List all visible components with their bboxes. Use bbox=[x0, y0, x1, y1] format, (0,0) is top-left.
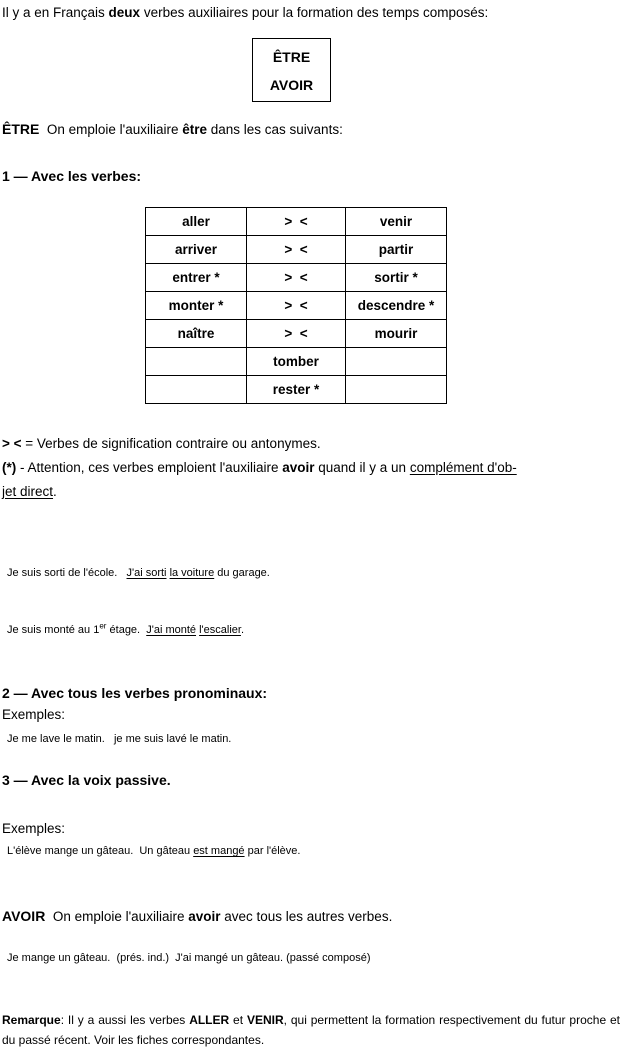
etre-keyword: ÊTRE bbox=[2, 121, 40, 137]
remark-paragraph bbox=[2, 1010, 620, 1050]
remark-text-mid: et bbox=[229, 1013, 247, 1027]
table-cell: mourir bbox=[346, 320, 447, 348]
case1-examples bbox=[7, 526, 620, 659]
avoir-rule-bold: avoir bbox=[188, 909, 221, 924]
antonym-note-symbol: > < bbox=[2, 436, 22, 451]
table-row bbox=[146, 264, 447, 292]
aux-box-avoir-label: AVOIR bbox=[269, 77, 314, 93]
notes-block bbox=[2, 432, 620, 504]
case2-heading: 2 — Avec tous les verbes pronominaux: bbox=[2, 685, 268, 701]
example-text: par l'élève. bbox=[244, 845, 301, 857]
antonym-note bbox=[2, 432, 620, 456]
antonym-symbol-cell: > < bbox=[247, 264, 346, 292]
case1-heading: 1 — Avec les verbes: bbox=[2, 168, 142, 184]
table-cell: entrer * bbox=[146, 264, 247, 292]
avoir-rule-post: avec tous les autres verbes. bbox=[220, 909, 393, 924]
avoir-rule-paragraph bbox=[2, 908, 620, 925]
table-cell bbox=[146, 376, 247, 404]
table-row bbox=[146, 320, 447, 348]
case3-heading: 3 — Avec la voix passive. bbox=[2, 772, 171, 788]
intro-bold-deux: deux bbox=[108, 5, 141, 20]
table-row bbox=[146, 236, 447, 264]
underlined-phrase: J'ai sorti bbox=[126, 567, 167, 579]
avoir-rule-pre: On emploie l'auxiliaire bbox=[45, 909, 189, 924]
underlined-phrase: complément d'ob- bbox=[409, 460, 517, 475]
case2-exemples-label: Exemples: bbox=[2, 707, 66, 722]
verbs-table bbox=[145, 207, 447, 404]
etre-rule-pre: On emploie l'auxiliaire bbox=[39, 122, 183, 137]
antonym-note-text: = Verbes de signification contraire ou antonymes. bbox=[21, 436, 321, 451]
underlined-phrase: la voiture bbox=[169, 567, 215, 579]
example-text: étage. bbox=[106, 624, 147, 636]
table-row bbox=[146, 376, 447, 404]
table-cell bbox=[346, 348, 447, 376]
table-cell: tomber bbox=[247, 348, 346, 376]
table-cell: sortir * bbox=[346, 264, 447, 292]
avoir-example: Je mange un gâteau. (prés. ind.) J'ai mangé un gâteau. (passé composé) bbox=[7, 952, 371, 964]
etre-rule-paragraph bbox=[2, 121, 620, 138]
intro-text-pre: Il y a en Français bbox=[2, 5, 109, 20]
table-row bbox=[146, 208, 447, 236]
underlined-phrase: est mangé bbox=[193, 845, 245, 857]
table-row bbox=[146, 292, 447, 320]
antonym-symbol-cell: > < bbox=[247, 320, 346, 348]
ordinal-suffix: er bbox=[99, 621, 107, 631]
asterisk-note-bold-avoir: avoir bbox=[282, 460, 315, 475]
case3-example bbox=[7, 844, 620, 859]
remark-text-pre: : Il y a aussi les verbes bbox=[60, 1013, 190, 1027]
avoir-keyword: AVOIR bbox=[2, 908, 46, 924]
table-cell: partir bbox=[346, 236, 447, 264]
case3-exemples-label: Exemples: bbox=[2, 821, 66, 836]
underlined-phrase: J'ai monté bbox=[146, 624, 197, 636]
etre-rule-bold: être bbox=[182, 122, 207, 137]
remark-label: Remarque bbox=[2, 1013, 61, 1027]
table-cell: venir bbox=[346, 208, 447, 236]
antonym-symbol-cell: > < bbox=[247, 236, 346, 264]
intro-paragraph bbox=[2, 4, 620, 21]
table-cell: aller bbox=[146, 208, 247, 236]
aux-box-etre-label: ÊTRE bbox=[272, 49, 311, 65]
intro-text-post: verbes auxiliaires pour la formation des temps composés: bbox=[140, 5, 489, 20]
example-sentence bbox=[7, 564, 620, 583]
antonym-symbol-cell: > < bbox=[247, 292, 346, 320]
table-cell bbox=[346, 376, 447, 404]
underlined-phrase: jet direct bbox=[2, 484, 54, 499]
example-text: . bbox=[240, 624, 244, 636]
underlined-phrase: l'escalier bbox=[199, 624, 241, 636]
example-text: Je suis sorti de l'école. bbox=[7, 567, 127, 579]
case2-example: Je me lave le matin. je me suis lavé le matin. bbox=[7, 733, 232, 745]
table-cell: rester * bbox=[247, 376, 346, 404]
table-cell: arriver bbox=[146, 236, 247, 264]
asterisk-note bbox=[2, 456, 620, 504]
example-sentence bbox=[7, 621, 620, 640]
asterisk-note-mid: quand il y a un bbox=[314, 460, 410, 475]
example-text: du garage. bbox=[214, 567, 270, 579]
example-text: L'élève mange un gâteau. Un gâteau bbox=[7, 845, 194, 857]
example-text: Je suis monté au 1 bbox=[7, 624, 100, 636]
auxiliary-verbs-box bbox=[252, 38, 331, 102]
table-cell: descendre * bbox=[346, 292, 447, 320]
table-cell bbox=[146, 348, 247, 376]
antonym-symbol-cell: > < bbox=[247, 208, 346, 236]
table-row bbox=[146, 348, 447, 376]
table-cell: monter * bbox=[146, 292, 247, 320]
asterisk-note-pre: - Attention, ces verbes emploient l'auxiliaire bbox=[16, 460, 283, 475]
remark-text-post: , qui permettent la formation respectivement du futur proche et du passé récent. Voir les fiches correspondantes. bbox=[2, 1013, 620, 1047]
remark-bold-aller: ALLER bbox=[189, 1013, 230, 1027]
asterisk-note-post: . bbox=[53, 484, 57, 499]
table-cell: naître bbox=[146, 320, 247, 348]
asterisk-note-marker: (*) bbox=[2, 460, 17, 475]
remark-bold-venir: VENIR bbox=[246, 1013, 284, 1027]
etre-rule-post: dans les cas suivants: bbox=[207, 122, 343, 137]
